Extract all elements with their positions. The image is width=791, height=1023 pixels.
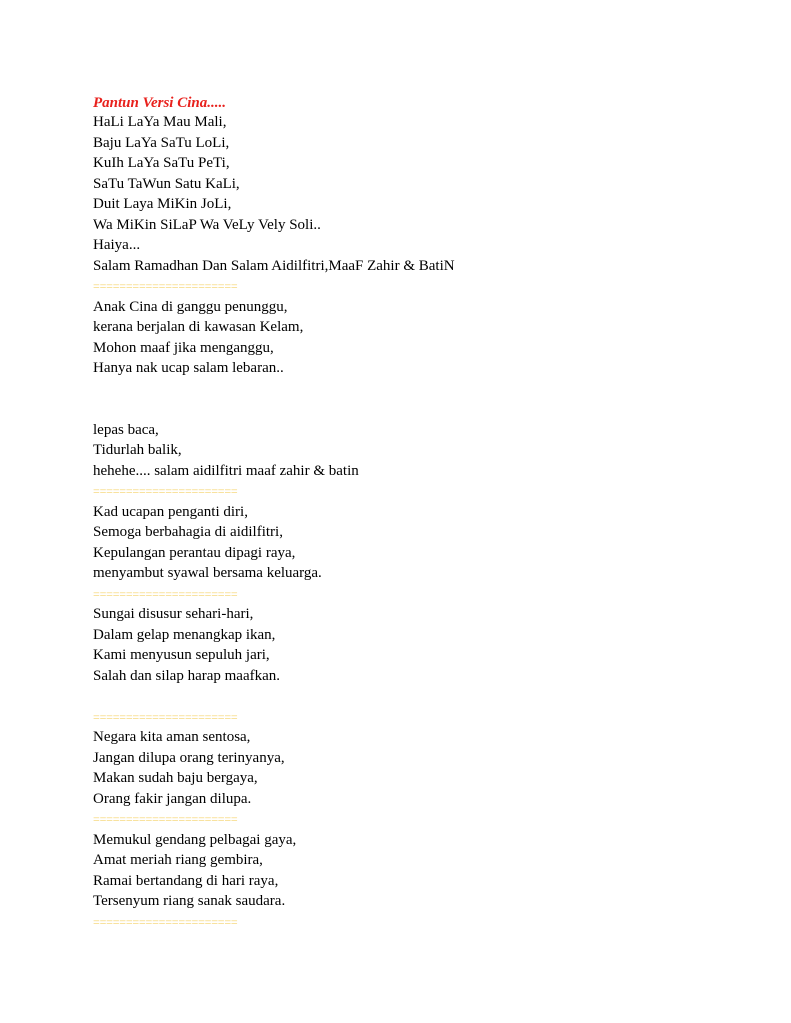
text-line: Wa MiKin SiLaP Wa VeLy Vely Soli.. [93, 216, 321, 233]
text-line: Haiya... [93, 237, 141, 253]
separator-line: ====================== [93, 279, 238, 293]
text-line: Tersenyum riang sanak saudara. [93, 893, 286, 909]
text-line: Duit Laya MiKin JoLi, [93, 196, 232, 212]
text-line: kerana berjalan di kawasan Kelam, [93, 319, 304, 335]
text-line: lepas baca, [93, 421, 159, 438]
text-line: Salam Ramadhan Dan Salam Aidilfitri,MaaF Zahir & BatiN [93, 257, 455, 274]
text-line: Negara kita aman sentosa, [93, 729, 251, 745]
text-line: SaTu TaWun Satu KaLi, [93, 175, 240, 192]
text-line: HaLi LaYa Mau Mali, [93, 114, 227, 130]
text-line: Memukul gendang pelbagai gaya, [93, 831, 297, 848]
text-line: Makan sudah baju bergaya, [93, 770, 258, 786]
text-line: Sungai disusur sehari-hari, [93, 606, 254, 622]
pantun-body [93, 112, 753, 932]
text-line: hehehe.... salam aidilfitri maaf zahir & batin [93, 462, 359, 479]
text-line: Orang fakir jangan dilupa. [93, 790, 252, 807]
text-line: Semoga berbahagia di aidilfitri, [93, 524, 283, 540]
text-line: Kad ucapan penganti diri, [93, 503, 248, 520]
text-line: Kepulangan perantau dipagi raya, [93, 544, 296, 561]
text-line: Ramai bertandang di hari raya, [93, 872, 279, 889]
text-line: Baju LaYa SaTu LoLi, [93, 134, 230, 151]
separator-line: ====================== [93, 812, 238, 826]
text-line: Salah dan silap harap maafkan. [93, 667, 281, 684]
text-line: Jangan dilupa orang terinyanya, [93, 749, 285, 766]
text-line: KuIh LaYa SaTu PeTi, [93, 155, 230, 171]
blank-line [93, 379, 753, 400]
text-line: Amat meriah riang gembira, [93, 852, 263, 868]
text-line: Anak Cina di ganggu penunggu, [93, 298, 288, 315]
text-line: Hanya nak ucap salam lebaran.. [93, 360, 284, 376]
document-title: Pantun Versi Cina..... [93, 95, 226, 111]
separator-line: ====================== [93, 709, 238, 724]
separator-line: ====================== [93, 914, 238, 929]
text-line: menyambut syawal bersama keluarga. [93, 565, 322, 581]
text-line: Tidurlah balik, [93, 442, 182, 458]
text-line: Dalam gelap menangkap ikan, [93, 626, 276, 643]
separator-line: ====================== [93, 586, 238, 601]
blank-line [93, 399, 753, 420]
blank-line [93, 686, 753, 707]
text-line: Kami menyusun sepuluh jari, [93, 647, 270, 663]
separator-line: ====================== [93, 484, 238, 498]
document-page [93, 95, 753, 932]
text-line: Mohon maaf jika menganggu, [93, 339, 274, 356]
